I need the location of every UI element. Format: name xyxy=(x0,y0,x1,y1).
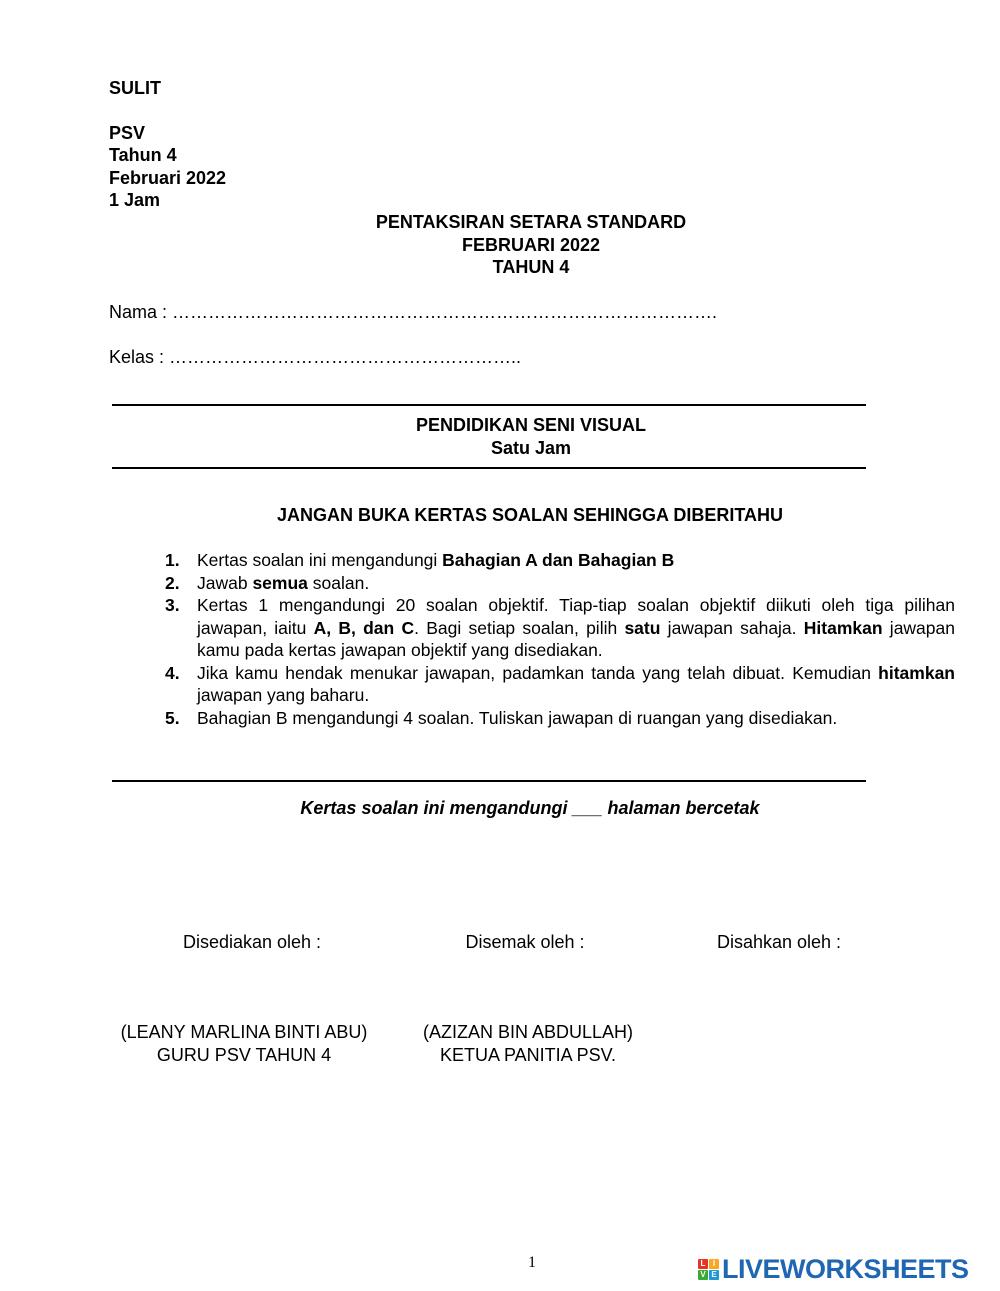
name-field[interactable] xyxy=(109,302,717,323)
divider-top xyxy=(112,404,866,406)
prepared-by-label: Disediakan oleh : xyxy=(182,932,322,952)
checked-by-name: (AZIZAN BIN ABDULLAH) xyxy=(422,1022,634,1042)
instruction-item: 3. Kertas 1 mengandungi 20 soalan objektif. Tiap-tiap soalan objektif diikuti oleh tiga pilihan jawapan, iaitu A, B, dan C. Bagi setiap soalan, pilih satu jawapan sahaja. Hitamkan jawapan kamu pada kertas jawapan objektif yang disediakan. xyxy=(165,595,955,660)
assessment-title: PENTAKSIRAN SETARA STANDARD xyxy=(375,212,687,232)
year-label: Tahun 4 xyxy=(109,145,177,165)
classification-label: SULIT xyxy=(109,78,161,98)
subject-title: PENDIDIKAN SENI VISUAL xyxy=(415,415,647,435)
divider-middle xyxy=(112,467,866,469)
approved-by-label: Disahkan oleh : xyxy=(716,932,842,952)
checked-by-label: Disemak oleh : xyxy=(465,932,585,952)
prepared-by-title: GURU PSV TAHUN 4 xyxy=(156,1045,332,1065)
liveworksheets-logo[interactable] xyxy=(698,1254,969,1285)
instructions-list xyxy=(165,549,955,729)
date-label: Februari 2022 xyxy=(109,168,227,188)
checked-by-title: KETUA PANITIA PSV. xyxy=(439,1045,617,1065)
instruction-item: 1. Kertas soalan ini mengandungi Bahagian A dan Bahagian B xyxy=(165,550,675,570)
prepared-by-name: (LEANY MARLINA BINTI ABU) xyxy=(120,1022,368,1042)
class-field[interactable] xyxy=(109,347,521,368)
instruction-item: 5. Bahagian B mengandungi 4 soalan. Tuliskan jawapan di ruangan yang disediakan. xyxy=(165,707,838,728)
instruction-item: 4. Jika kamu hendak menukar jawapan, padamkan tanda yang telah dibuat. Kemudian hitamkan jawapan yang baharu. xyxy=(165,662,955,705)
pages-note: Kertas soalan ini mengandungi ___ halaman bercetak xyxy=(300,798,760,818)
class-label: Kelas : xyxy=(109,347,170,367)
name-label: Nama : xyxy=(109,302,173,322)
class-dots: ………………………………………………….. xyxy=(169,347,522,367)
divider-bottom xyxy=(112,780,866,782)
assessment-month: FEBRUARI 2022 xyxy=(461,235,601,255)
subject-code: PSV xyxy=(109,123,146,143)
assessment-year: TAHUN 4 xyxy=(492,257,570,277)
liveworksheets-brand: LIVEWORKSHEETS xyxy=(722,1254,969,1284)
warning-heading: JANGAN BUKA KERTAS SOALAN SEHINGGA DIBERITAHU xyxy=(276,505,783,525)
instruction-item: 2. Jawab semua soalan. xyxy=(165,572,370,593)
duration-label: 1 Jam xyxy=(109,190,161,210)
name-dots: ………………………………………………………………………………. xyxy=(172,302,718,322)
page-number: 1 xyxy=(528,1254,536,1271)
liveworksheets-icon: L I V E xyxy=(698,1259,719,1280)
subject-time: Satu Jam xyxy=(490,438,572,458)
